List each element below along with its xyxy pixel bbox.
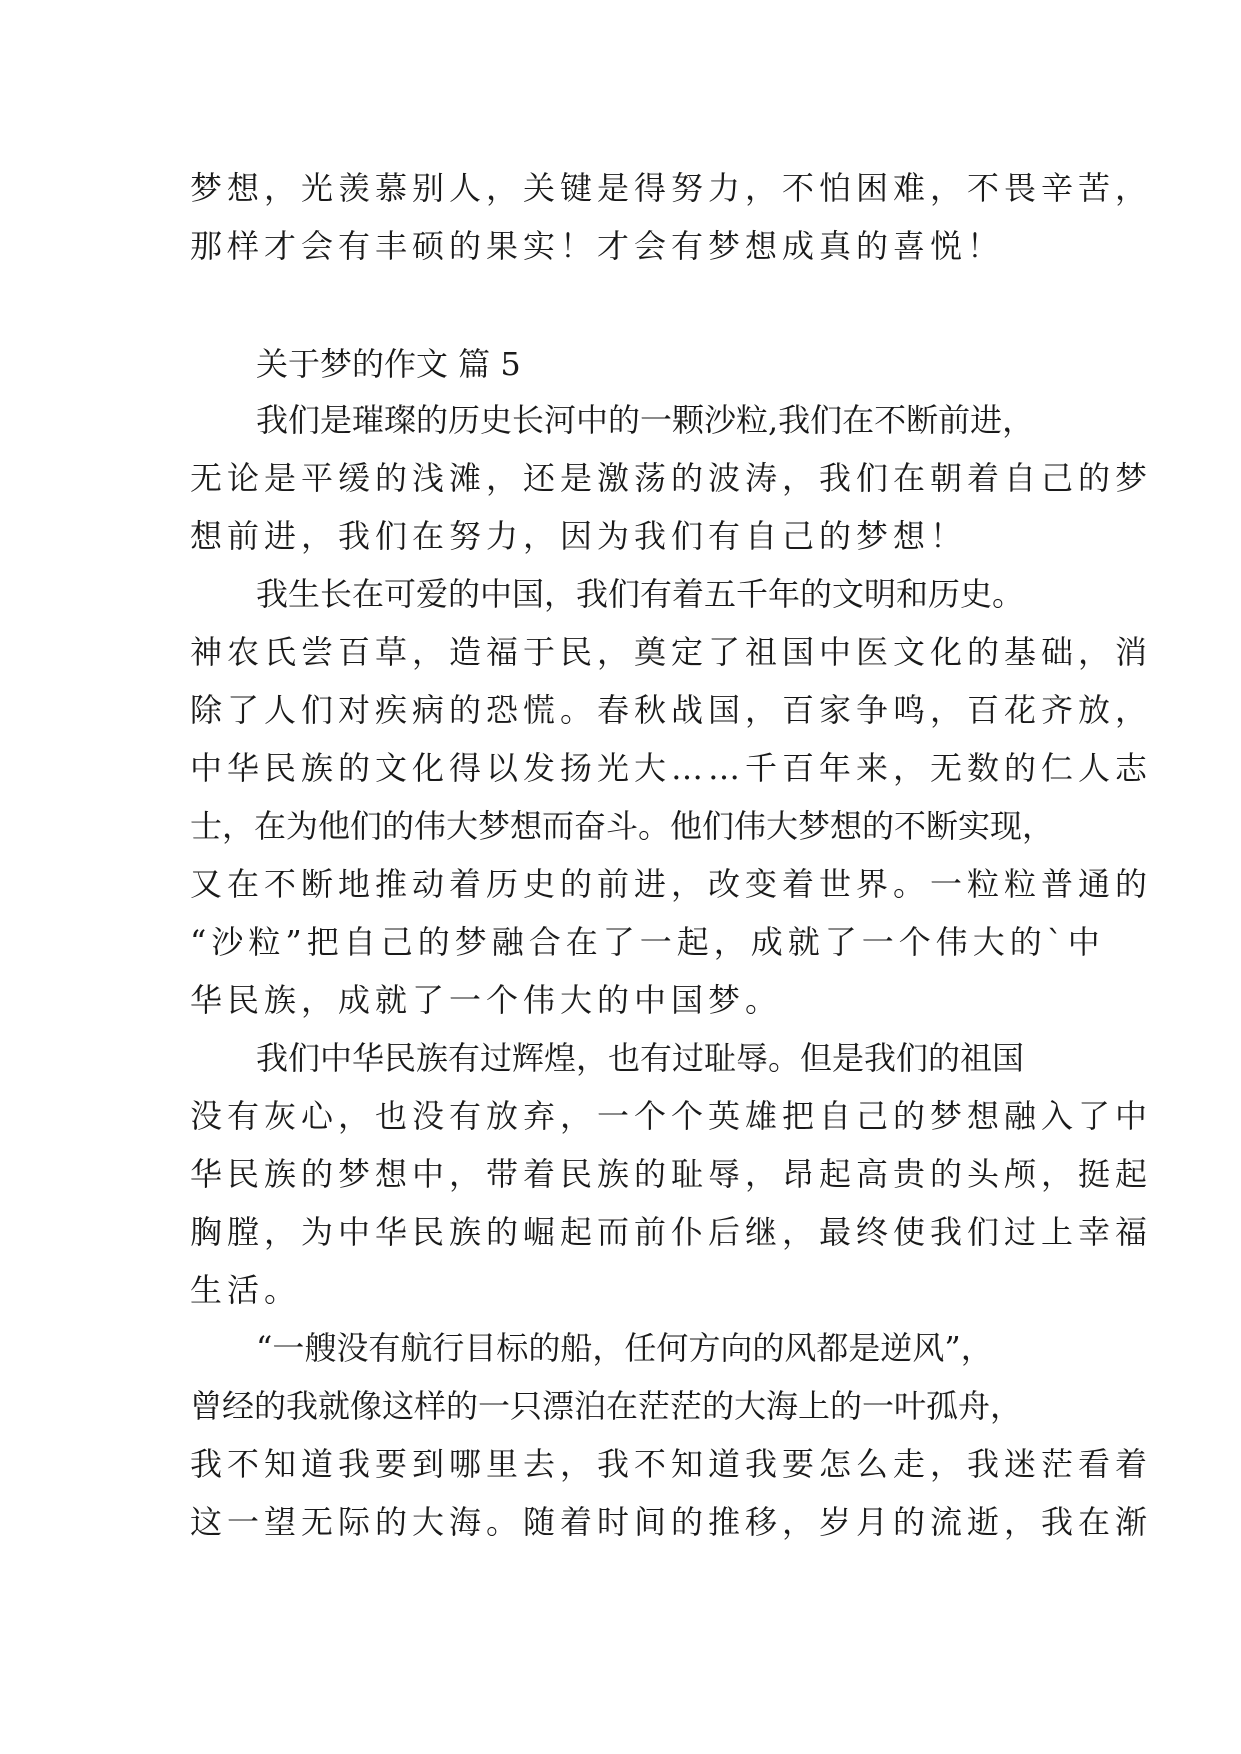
text-line: 士，在为他们的伟大梦想而奋斗。他们伟大梦想的不断实现， [190, 807, 1055, 845]
text-line: “一艘没有航行目标的船，任何方向的风都是逆风”， [256, 1329, 993, 1367]
text-line: 华民族的梦想中，带着民族的耻辱，昂起高贵的头颅，挺起 [190, 1155, 1153, 1193]
text-line: 没有灰心，也没有放弃，一个个英雄把自己的梦想融入了中 [190, 1097, 1153, 1135]
text-line: 曾经的我就像这样的一只漂泊在茫茫的大海上的一叶孤舟， [190, 1387, 1023, 1425]
text-line: 又在不断地推动着历史的前进，改变着世界。一粒粒普通的 [190, 865, 1153, 903]
text-line: 华民族，成就了一个伟大的中国梦。 [190, 981, 783, 1019]
text-line: 我们中华民族有过辉煌，也有过耻辱。但是我们的祖国 [256, 1039, 1025, 1077]
section-heading: 关于梦的作文 篇 5 [256, 345, 521, 383]
text-line: 这一望无际的大海。随着时间的推移，岁月的流逝，我在渐 [190, 1503, 1153, 1541]
text-line: 无论是平缓的浅滩，还是激荡的波涛，我们在朝着自己的梦 [190, 459, 1153, 497]
text-line: 我生长在可爱的中国，我们有着五千年的文明和历史。 [256, 575, 1025, 613]
text-line: 生活。 [190, 1271, 302, 1309]
text-line: 那样才会有丰硕的果实！才会有梦想成真的喜悦！ [190, 227, 1005, 265]
text-line: 除了人们对疾病的恐慌。春秋战国，百家争鸣，百花齐放， [190, 691, 1153, 729]
text-line: 中华民族的文化得以发扬光大……千百年来，无数的仁人志 [190, 749, 1153, 787]
text-line: 胸膛，为中华民族的崛起而前仆后继，最终使我们过上幸福 [190, 1213, 1153, 1251]
text-line: 我们是璀璨的历史长河中的一颗沙粒,我们在不断前进， [256, 401, 1035, 439]
text-line: 神农氏尝百草，造福于民，奠定了祖国中医文化的基础，消 [190, 633, 1153, 671]
text-line: 我不知道我要到哪里去，我不知道我要怎么走，我迷茫看着 [190, 1445, 1153, 1483]
text-line: “沙粒”把自己的梦融合在了一起，成就了一个伟大的`中 [190, 923, 1105, 961]
text-line: 想前进，我们在努力，因为我们有自己的梦想！ [190, 517, 968, 555]
text-line: 梦想，光羡慕别人，关键是得努力，不怕困难，不畏辛苦， [190, 169, 1153, 207]
